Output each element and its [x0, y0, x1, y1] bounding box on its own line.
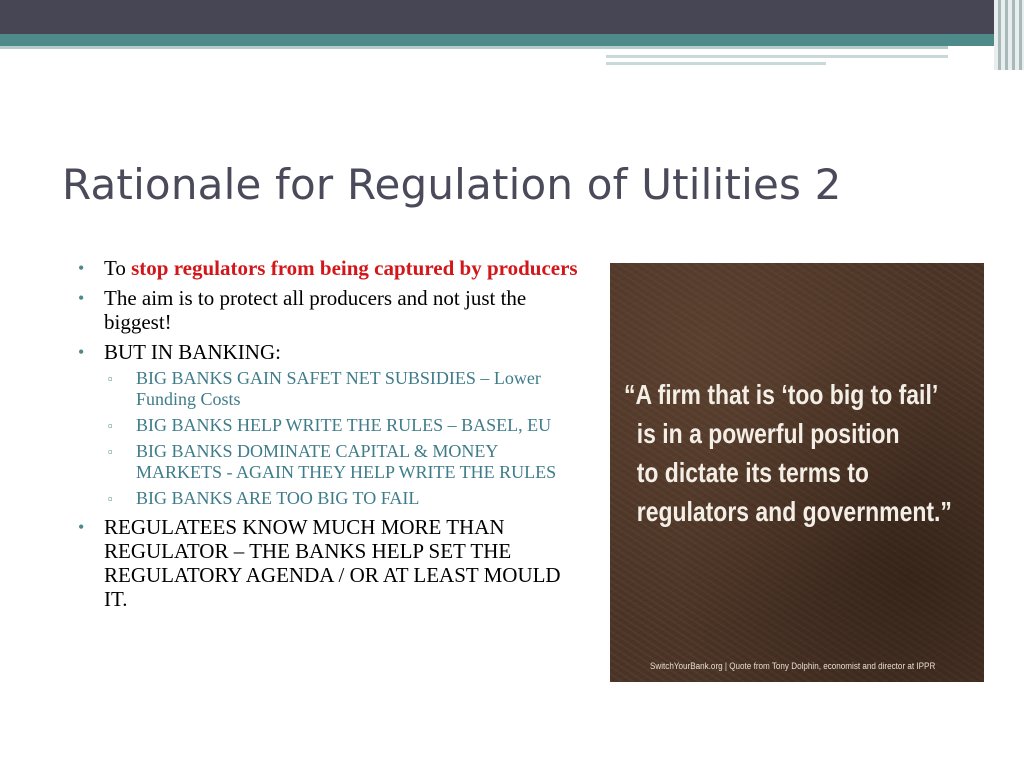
bullet-item: • REGULATEES KNOW MUCH MORE THAN REGULATOR – THE BANKS HELP SET THE REGULATORY AGENDA / OR AT LEAST MOULD IT.	[78, 515, 561, 611]
sub-bullet-item: ▫ BIG BANKS GAIN SAFET NET SUBSIDIES – Lower Funding Costs	[108, 368, 541, 409]
bullet-item: • The aim is to protect all producers and not just the biggest!	[78, 286, 527, 334]
square-bullet-icon: ▫	[108, 418, 113, 433]
bullet-list	[78, 256, 588, 617]
square-bullet-icon: ▫	[108, 491, 113, 506]
quote-credit: SwitchYourBank.org | Quote from Tony Dolphin, economist and director at IPPR	[650, 661, 936, 671]
decor-line	[606, 55, 948, 58]
quote-image	[610, 263, 984, 682]
top-teal-band	[0, 34, 1024, 46]
right-decor-bars	[994, 0, 1024, 70]
emphasis-text: stop regulators from being captured by producers	[131, 256, 578, 280]
bullet-icon: •	[78, 258, 85, 278]
square-bullet-icon: ▫	[108, 444, 113, 459]
bullet-item: • To stop regulators from being captured by producers	[78, 256, 578, 280]
sub-bullet-item: ▫ BIG BANKS DOMINATE CAPITAL & MONEY MARKETS - AGAIN THEY HELP WRITE THE RULES	[108, 441, 557, 482]
quote-text: “A firm that is ‘too big to fail’ is in a powerful position to dictate its terms to regulators and government.”	[624, 379, 952, 527]
bullet-icon: •	[78, 342, 85, 362]
decor-line	[606, 62, 826, 65]
decor-line	[0, 46, 948, 49]
slide-title: Rationale for Regulation of Utilities 2	[62, 160, 842, 209]
sub-bullet-item: ▫ BIG BANKS HELP WRITE THE RULES – BASEL, EU	[108, 415, 552, 435]
bullet-icon: •	[78, 288, 85, 308]
square-bullet-icon: ▫	[108, 371, 113, 386]
bullet-item: • BUT IN BANKING: ▫ BIG BANKS GAIN SAFET NET SUBSIDIES – Lower Funding Costs ▫ BIG BANKS HELP WRITE THE RULES – BASEL, EU ▫ BIG BANKS DOMINATE CAPITAL & MONEY MARKETS - AGAIN THEY HELP WRITE THE RULES ▫ BIG BANKS ARE TOO BIG TO FAIL	[78, 340, 588, 509]
sub-bullet-item: ▫ BIG BANKS ARE TOO BIG TO FAIL	[108, 488, 420, 508]
top-dark-band	[0, 0, 1024, 34]
bullet-icon: •	[78, 517, 85, 537]
